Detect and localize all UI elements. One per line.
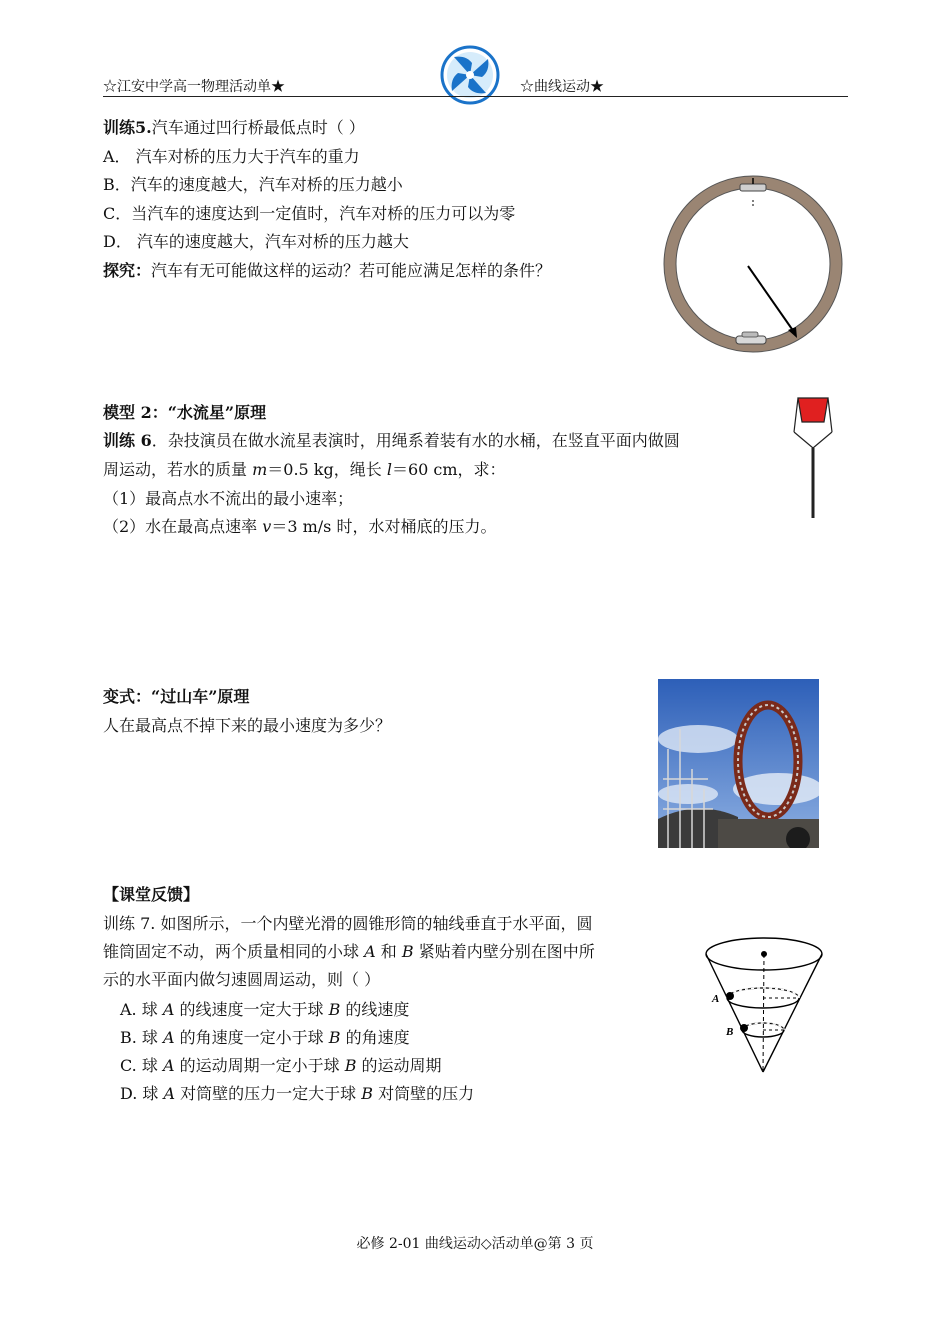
model2-title: 模型 2：“水流星”原理: [103, 403, 267, 422]
page-footer: 必修 2-01 曲线运动◇活动单@第 3 页: [356, 1236, 594, 1252]
feedback-title: 【课堂反馈】: [103, 885, 200, 904]
q6-sub1: （1）最高点水不流出的最小速率；: [103, 489, 354, 508]
q5-option-b: B．汽车的速度越大，汽车对桥的压力越小: [103, 175, 403, 194]
q7-option-d: D. 球 A 对筒壁的压力一定大于球 B 对筒壁的压力: [120, 1084, 475, 1103]
loop-track-figure: [660, 172, 848, 356]
q6-sub2: （2）水在最高点速率 v＝3 m/s 时，水对桶底的压力。: [103, 517, 497, 536]
q7-option-c: C. 球 A 的运动周期一定小于球 B 的运动周期: [120, 1056, 442, 1075]
q7-option-b: B. 球 A 的角速度一定小于球 B 的角速度: [120, 1028, 410, 1047]
q6-line2: 周运动，若水的质量 m＝0.5 kg，绳长 l＝60 cm，求：: [103, 460, 506, 479]
header-rule: [103, 96, 848, 97]
q5-stem: 训练5.汽车通过凹行桥最低点时（ ）: [103, 118, 365, 137]
header-left: ☆江安中学高一物理活动单★: [103, 79, 285, 95]
q5-option-d: D． 汽车的速度越大，汽车对桥的压力越大: [103, 232, 409, 251]
q7-line2: 锥筒固定不动，两个质量相同的小球 A 和 B 紧贴着内壁分别在图中所: [103, 942, 595, 961]
q7-line1: 训练 7. 如图所示，一个内壁光滑的圆锥形筒的轴线垂直于水平面，圆: [103, 914, 593, 933]
roller-coaster-photo: [658, 679, 819, 848]
q5-option-a: A． 汽车对桥的压力大于汽车的重力: [103, 147, 360, 166]
q7-option-a: A. 球 A 的线速度一定大于球 B 的线速度: [120, 1000, 410, 1019]
cone-label-a: A: [712, 993, 720, 1005]
cone-label-b: B: [726, 1026, 734, 1038]
q7-line3: 示的水平面内做匀速圆周运动，则（ ）: [103, 970, 381, 989]
q5-option-c: C．当汽车的速度达到一定值时，汽车对桥的压力可以为零: [103, 204, 516, 223]
variant-title: 变式：“过山车”原理: [103, 687, 250, 706]
header-right: ☆曲线运动★: [520, 79, 604, 95]
q5-explore: 探究：汽车有无可能做这样的运动？若可能应满足怎样的条件？: [103, 261, 552, 280]
water-bucket-figure: [790, 394, 836, 520]
variant-question: 人在最高点不掉下来的最小速度为多少？: [103, 716, 392, 735]
cone-figure: [700, 932, 830, 1078]
q6-line1: 训练 6．杂技演员在做水流星表演时，用绳系着装有水的水桶，在竖直平面内做圆: [103, 431, 680, 450]
